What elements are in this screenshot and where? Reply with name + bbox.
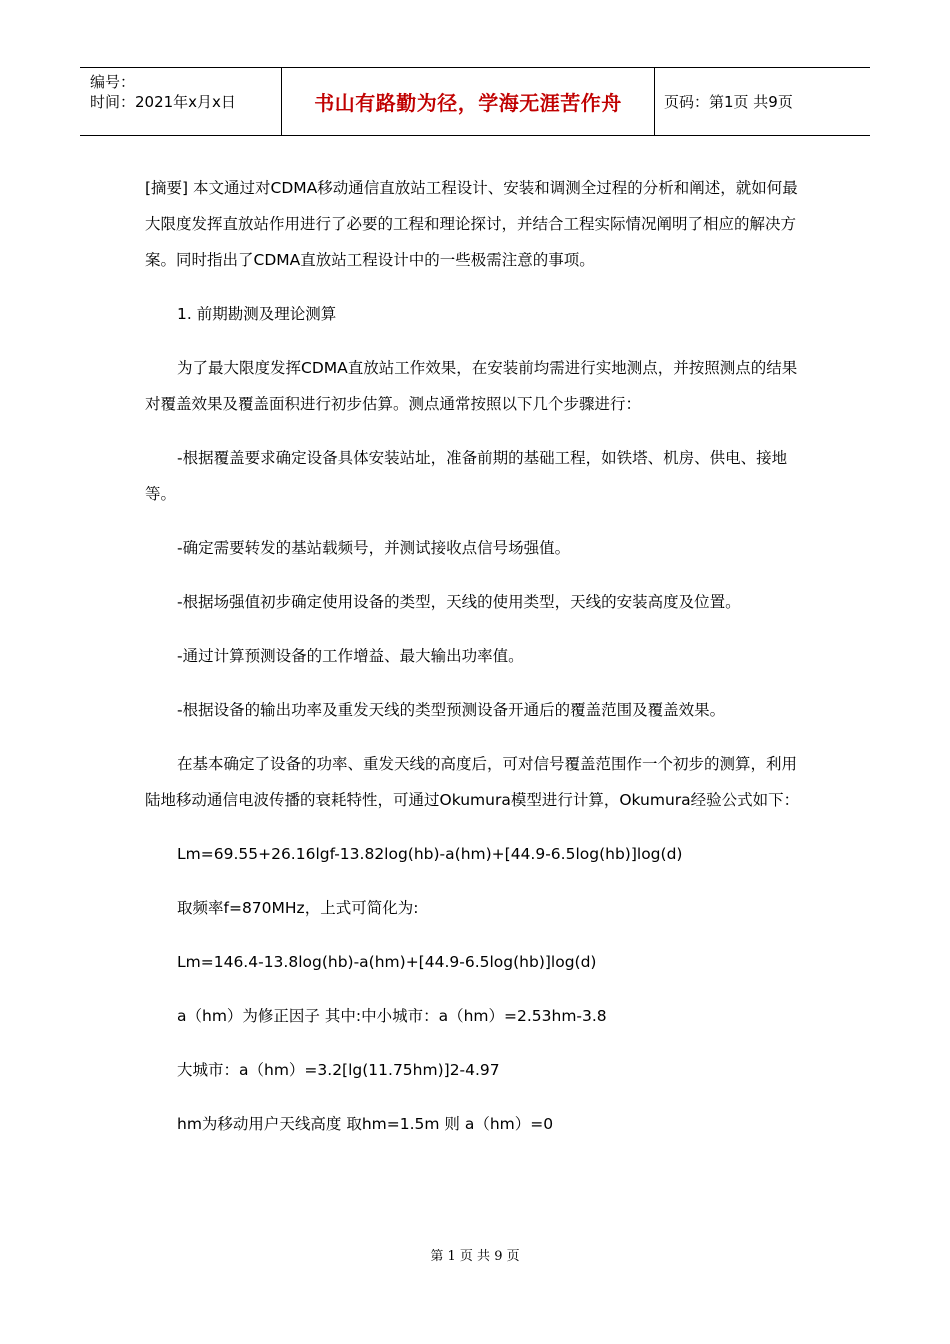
formula: Lm=146.4-13.8log(hb)-a(hm)+[44.9-6.5log(hb)]log(d) xyxy=(177,953,597,971)
body-line: hm为移动用户天线高度 取hm=1.5m 则 a（hm）=0 xyxy=(177,1115,554,1133)
document-header xyxy=(80,67,870,136)
step-item: -根据设备的输出功率及重发天线的类型预测设备开通后的覆盖范围及覆盖效果。 xyxy=(177,701,726,719)
header-meta xyxy=(80,68,282,135)
body-line: 大城市：a（hm）=3.2[lg(11.75hm)]2-4.97 xyxy=(177,1061,500,1079)
header-page-info: 页码：第1页 共9页 xyxy=(664,93,793,111)
section-heading: 1. 前期勘测及理论测算 xyxy=(177,305,337,323)
document-number-label: 编号： xyxy=(90,73,136,91)
step-item: -根据场强值初步确定使用设备的类型，天线的使用类型，天线的安装高度及位置。 xyxy=(177,593,741,611)
document-body xyxy=(145,170,805,1160)
step-item: -根据覆盖要求确定设备具体安装站址，准备前期的基础工程，如铁塔、机房、供电、接地等。 xyxy=(145,449,788,503)
body-line: a（hm）为修正因子 其中:中小城市：a（hm）=2.53hm-3.8 xyxy=(177,1007,607,1025)
document-date: 时间：2021年x月x日 xyxy=(90,93,236,111)
body-line: 取频率f=870MHz，上式可简化为: xyxy=(177,899,419,917)
body-paragraph: 在基本确定了设备的功率、重发天线的高度后，可对信号覆盖范围作一个初步的测算，利用陆地移动通信电波传播的衰耗特性，可通过Okumura模型进行计算，Okumura经验公式如下： xyxy=(145,755,800,809)
formula: Lm=69.55+26.16lgf-13.82log(hb)-a(hm)+[44.9-6.5log(hb)]log(d) xyxy=(177,845,683,863)
body-paragraph: 为了最大限度发挥CDMA直放站工作效果，在安装前均需进行实地测点，并按照测点的结果对覆盖效果及覆盖面积进行初步估算。测点通常按照以下几个步骤进行： xyxy=(145,359,798,413)
step-item: -通过计算预测设备的工作增益、最大输出功率值。 xyxy=(177,647,524,665)
page-footer: 第 1 页 共 9 页 xyxy=(430,1249,520,1264)
step-item: -确定需要转发的基站载频号，并测试接收点信号场强值。 xyxy=(177,539,571,557)
abstract-paragraph: [摘要] 本文通过对CDMA移动通信直放站工程设计、安装和调测全过程的分析和阐述，就如何最大限度发挥直放站作用进行了必要的工程和理论探讨，并结合工程实际情况阐明了相应的解决方案。同时指出了CDMA直放站工程设计中的一些极需注意的事项。 xyxy=(145,179,798,269)
header-motto: 书山有路勤为径，学海无涯苦作舟 xyxy=(282,68,655,135)
